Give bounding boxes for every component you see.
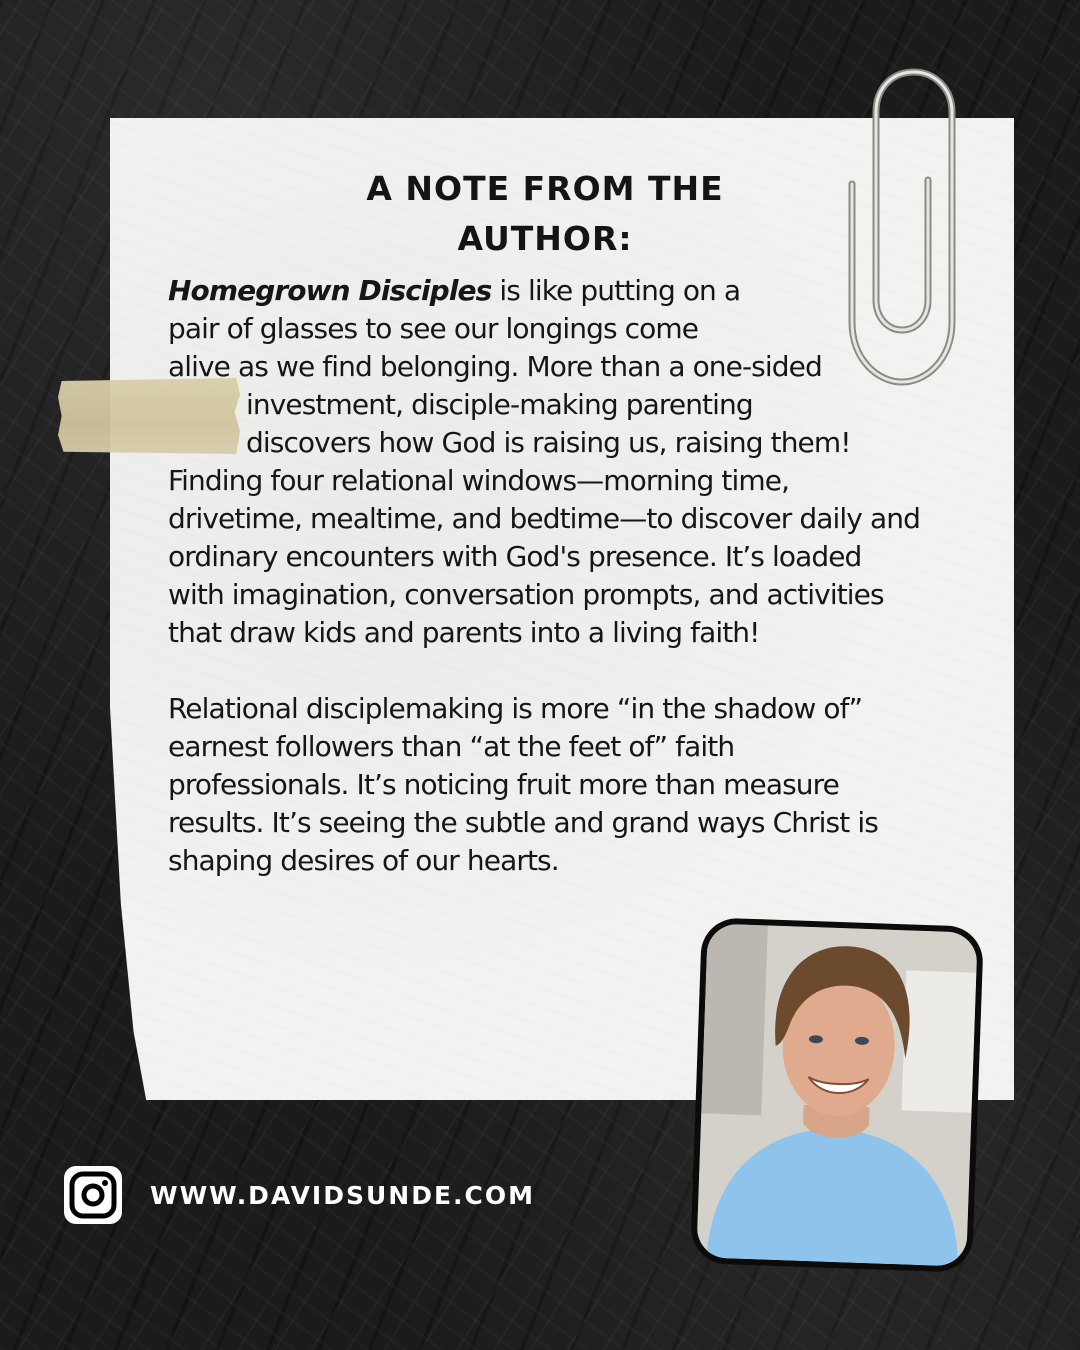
paragraph-2-line-1: Relational disciplemaking is more “in the shadow of” <box>168 692 863 725</box>
paragraph-1-line-7: drivetime, mealtime, and bedtime—to discover daily and <box>168 502 920 535</box>
instagram-icon[interactable] <box>64 1166 122 1224</box>
note-title <box>300 164 790 264</box>
book-title: Homegrown Disciples <box>168 274 492 307</box>
title-line-2: AUTHOR: <box>457 219 633 258</box>
author-photo <box>696 923 977 1266</box>
author-portrait-icon <box>696 923 977 1266</box>
paragraph-1-line-4: investment, disciple-making parenting <box>246 388 753 421</box>
line-1-text: is like putting on a <box>491 274 741 307</box>
author-photo-frame <box>690 917 984 1273</box>
paragraph-1-line-6: Finding four relational windows—morning time, <box>168 464 790 497</box>
paragraph-1-line-8: ordinary encounters with God's presence. It’s loaded <box>168 540 862 573</box>
paragraph-2-line-4: results. It’s seeing the subtle and grand ways Christ is <box>168 806 878 839</box>
paragraph-1-line-10: that draw kids and parents into a living faith! <box>168 616 760 649</box>
website-link[interactable]: WWW.DAVIDSUNDE.COM <box>150 1180 536 1210</box>
note-body <box>168 272 1008 880</box>
paragraph-1-line-2: pair of glasses to see our longings come <box>168 312 699 345</box>
footer <box>64 1166 535 1224</box>
paragraph-2-line-3: professionals. It’s noticing fruit more than measure <box>168 768 839 801</box>
paragraph-1-line-9: with imagination, conversation prompts, and activities <box>168 578 884 611</box>
paragraph-1-line-5: discovers how God is raising us, raising them! <box>246 426 851 459</box>
paragraph-2-line-5: shaping desires of our hearts. <box>168 844 559 877</box>
paragraph-gap <box>168 652 1008 690</box>
paragraph-1-line-3: alive as we find belonging. More than a one-sided <box>168 350 822 383</box>
title-line-1: A NOTE FROM THE <box>366 169 724 208</box>
paragraph-2-line-2: earnest followers than “at the feet of” faith <box>168 730 735 763</box>
paragraph-1-line-1 <box>168 272 1008 310</box>
